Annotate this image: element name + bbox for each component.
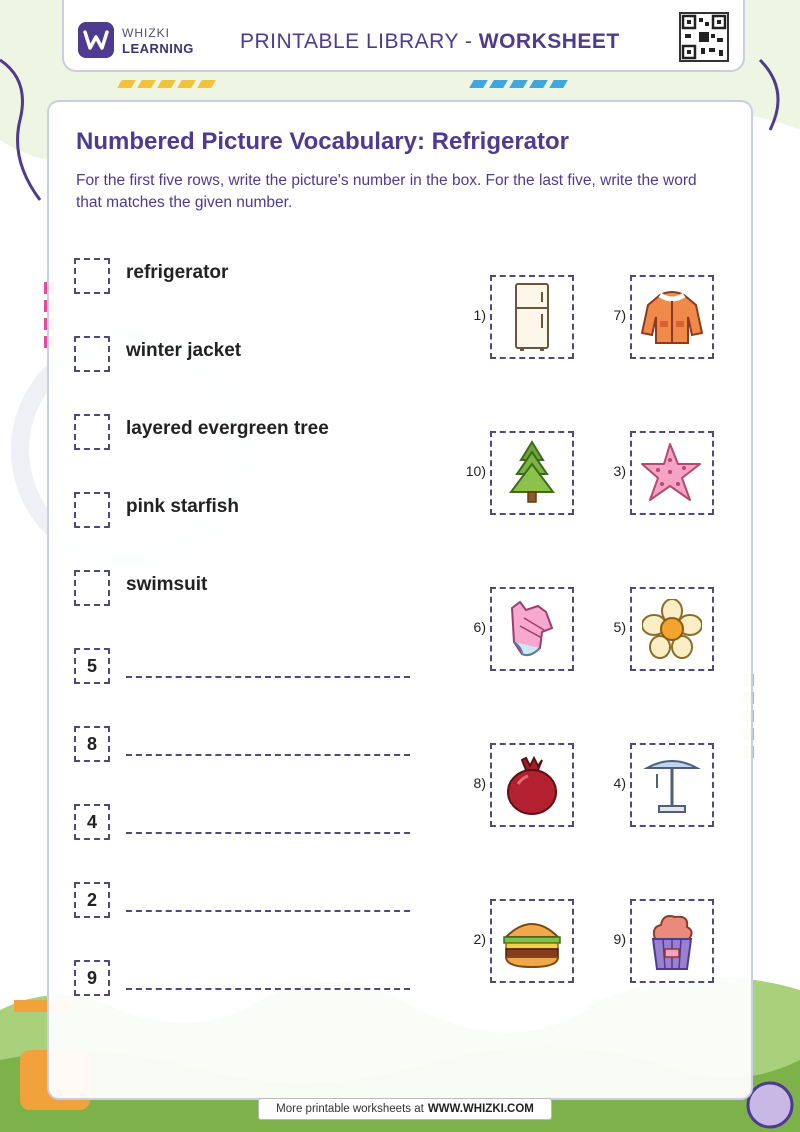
winter-jacket-icon — [630, 275, 714, 359]
picture-card — [434, 743, 574, 827]
word-row — [74, 336, 434, 374]
header-title-regular: PRINTABLE LIBRARY - — [240, 30, 479, 53]
picture-number: 2) — [473, 931, 486, 947]
picture-card — [574, 899, 714, 983]
worksheet-header — [62, 0, 745, 72]
vocab-word: layered evergreen tree — [126, 418, 329, 439]
picture-card — [574, 743, 714, 827]
number-row — [74, 960, 434, 998]
number-box: 9 — [74, 960, 110, 996]
answer-box[interactable] — [74, 414, 110, 450]
qr-code-icon — [679, 12, 729, 62]
picture-card — [434, 431, 574, 515]
picture-number: 3) — [613, 463, 626, 479]
header-title-bold: WORKSHEET — [478, 30, 620, 53]
burger-icon — [490, 899, 574, 983]
picture-number: 7) — [613, 307, 626, 323]
vocab-word: pink starfish — [126, 496, 239, 517]
picture-number: 9) — [613, 931, 626, 947]
number-row — [74, 648, 434, 686]
footer-text: More printable worksheets at — [276, 1103, 424, 1115]
vocab-word: swimsuit — [126, 574, 208, 595]
picture-number: 4) — [613, 775, 626, 791]
brand-line2: LEARNING — [122, 41, 194, 56]
footer-link[interactable]: WWW.WHIZKI.COM — [427, 1103, 534, 1115]
answer-line[interactable] — [126, 988, 410, 990]
table-lamp-icon — [630, 743, 714, 827]
number-row — [74, 804, 434, 842]
answer-box[interactable] — [74, 492, 110, 528]
picture-card — [434, 275, 574, 359]
picture-card — [574, 275, 714, 359]
whizki-logo-icon — [78, 22, 114, 58]
picture-number: 10) — [465, 463, 486, 479]
swimsuit-icon — [490, 587, 574, 671]
vocab-word: refrigerator — [126, 262, 229, 283]
picture-card — [574, 587, 714, 671]
picture-card — [434, 899, 574, 983]
number-box: 5 — [74, 648, 110, 684]
pomegranate-icon — [490, 743, 574, 827]
answer-box[interactable] — [74, 336, 110, 372]
picture-number: 6) — [473, 619, 486, 635]
picture-number: 8) — [473, 775, 486, 791]
number-row — [74, 882, 434, 920]
answer-line[interactable] — [126, 754, 410, 756]
brand-line1: WHIZKI — [122, 26, 170, 40]
number-box: 8 — [74, 726, 110, 762]
worksheet-title: Numbered Picture Vocabulary: Refrigerator — [76, 128, 570, 155]
evergreen-tree-icon — [490, 431, 574, 515]
number-box: 4 — [74, 804, 110, 840]
word-row — [74, 258, 434, 296]
starfish-icon — [630, 431, 714, 515]
answer-line[interactable] — [126, 910, 410, 912]
answer-line[interactable] — [126, 832, 410, 834]
cupcake-icon — [630, 899, 714, 983]
daffodil-icon — [630, 587, 714, 671]
header-title — [240, 30, 620, 54]
answer-box[interactable] — [74, 258, 110, 294]
vocab-word: winter jacket — [126, 340, 242, 361]
number-box: 2 — [74, 882, 110, 918]
answer-box[interactable] — [74, 570, 110, 606]
picture-number: 5) — [613, 619, 626, 635]
brand-name — [122, 26, 194, 56]
picture-card — [574, 431, 714, 515]
number-row — [74, 726, 434, 764]
picture-number: 1) — [473, 307, 486, 323]
footer-banner — [258, 1098, 552, 1120]
word-row — [74, 414, 434, 452]
picture-card — [434, 587, 574, 671]
refrigerator-icon — [490, 275, 574, 359]
answer-line[interactable] — [126, 676, 410, 678]
word-row — [74, 570, 434, 608]
worksheet-instructions: For the first five rows, write the picture's number in the box. For the last five, write the word that matches the given number. — [76, 172, 697, 211]
word-row — [74, 492, 434, 530]
